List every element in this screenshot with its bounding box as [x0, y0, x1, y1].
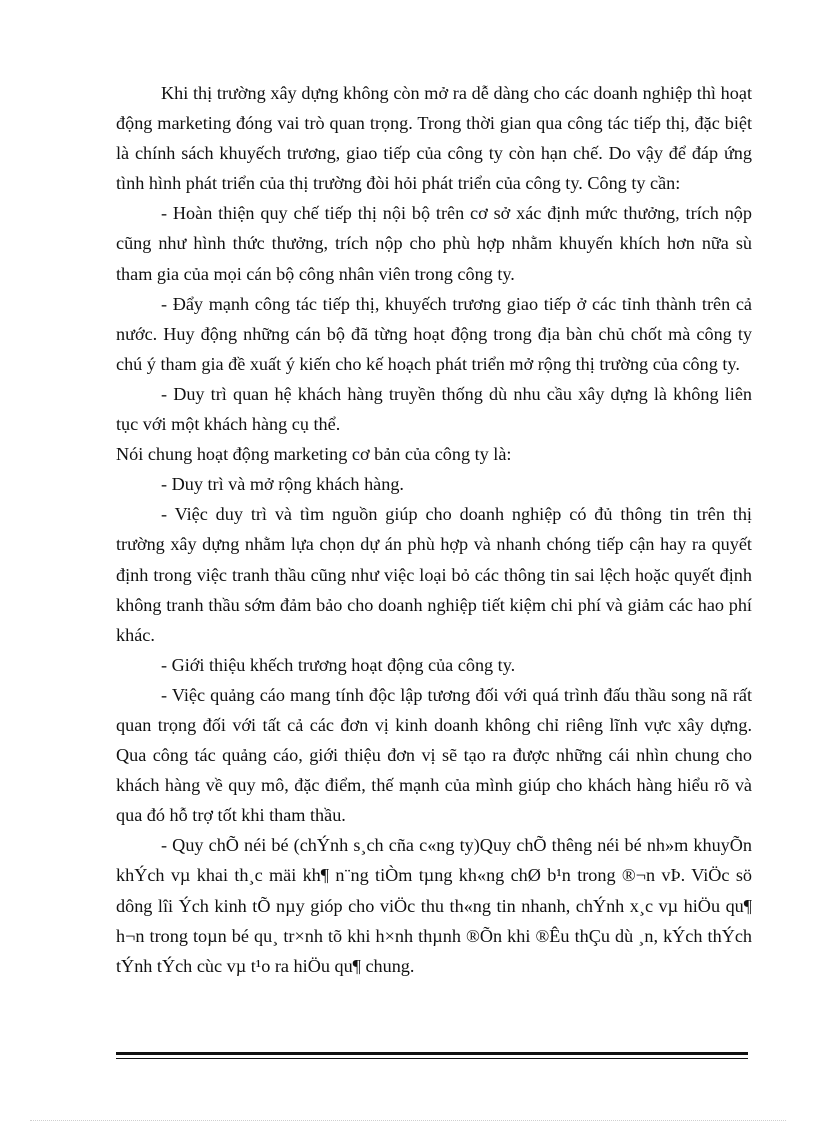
paragraph-summary-heading: Nói chung hoạt động marketing cơ bản của công ty là: [116, 444, 512, 465]
page-bottom-edge [30, 1120, 786, 1121]
paragraph-bullet-introduction: - Giới thiệu khếch trương hoạt động của công ty. [161, 654, 516, 675]
footer-rule-thick [116, 1052, 748, 1055]
paragraph-intro: Khi thị trường xây dựng không còn mở ra dễ dàng cho các doanh nghiệp thì hoạt động marketing đóng vai trò quan trọng. Trong thời gian qua công tác tiếp thị, đặc biệt là chính sách khuyếch trương, giao tiếp của công ty còn hạn chế. Do vậy để đáp ứng tình hình phát triển của thị trường đòi hỏi phát triển của công ty. Công ty cần: [116, 83, 752, 194]
body-text [116, 78, 752, 981]
paragraph-bullet-internal-rules: - Hoàn thiện quy chế tiếp thị nội bộ trên cơ sở xác định mức thưởng, trích nộp cũng như hình thức thưởng, trích nộp cho phù hợp nhằm khuyến khích hơn nữa sù tham gia của mọi cán bộ công nhân viên trong công ty. [116, 203, 752, 284]
paragraph-bullet-advertising: - Việc quảng cáo mang tính độc lập tương đối với quá trình đấu thầu song nã rất quan trọng đối với tất cả các đơn vị kinh doanh không chỉ riêng lĩnh vực xây dựng. Qua công tác quảng cáo, giới thiệu đơn vị sẽ tạo ra được những cái nhìn chung cho khách hàng về quy mô, đặc điểm, thế mạnh của mình giúp cho khách hàng hiểu rõ và qua đó hỗ trợ tốt khi tham thầu. [116, 684, 752, 826]
footer-rule-thin [116, 1058, 748, 1059]
paragraph-bullet-internal-policy: - Quy chÕ néi bé (chÝnh s¸ch cña c«ng ty)Quy chÕ thêng néi bé nh»m khuyÕn khÝch vµ khai th¸c mäi kh¶ n¨ng tiÒm tµng kh«ng chØ b¹n trong ®¬n vÞ. ViÖc sö dông lîi Ých kinh tÕ nµy gióp cho viÖc thu th«ng tin nhanh, chÝnh x¸c vµ hiÖu qu¶ h¬n trong toµn bé qu¸ tr×nh tõ khi h×nh thµnh ®Õn khi ®Êu thÇu dù ¸n, kÝch thÝch tÝnh tÝch cùc vµ t¹o ra hiÖu qu¶ chung. [116, 835, 752, 976]
paragraph-bullet-customer-relations: - Duy trì quan hệ khách hàng truyền thống dù nhu cầu xây dựng là không liên tục với một khách hàng cụ thể. [116, 383, 752, 435]
paragraph-bullet-promotion: - Đẩy mạnh công tác tiếp thị, khuyếch trương giao tiếp ở các tỉnh thành trên cả nước. Huy động những cán bộ đã từng hoạt động trong địa bàn chủ chốt mà công ty chú ý tham gia đề xuất ý kiến cho kế hoạch phát triển mở rộng thị trường của công ty. [116, 293, 752, 374]
paragraph-bullet-information: - Việc duy trì và tìm nguồn giúp cho doanh nghiệp có đủ thông tin trên thị trường xây dựng nhằm lựa chọn dự án phù hợp và nhanh chóng tiếp cận hay ra quyết định trong việc tranh thầu cũng như việc loại bỏ các thông tin sai lệch hoặc quyết định không tranh thầu sớm đảm bảo cho doanh nghiệp tiết kiệm chi phí và giảm các hao phí khác. [116, 504, 752, 645]
paragraph-bullet-retain-customers: - Duy trì và mở rộng khách hàng. [161, 474, 404, 495]
